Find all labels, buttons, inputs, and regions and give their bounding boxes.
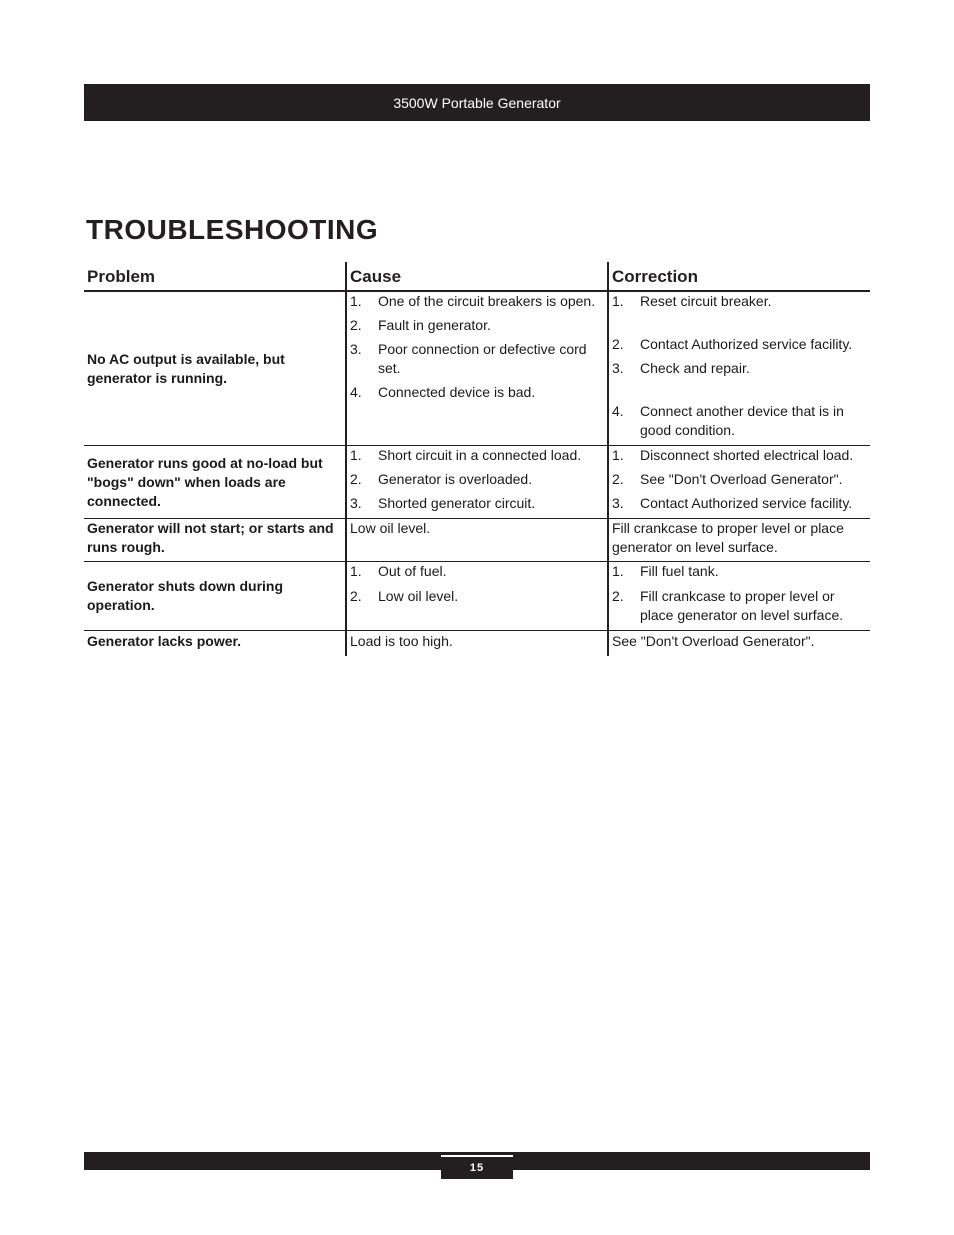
item-number: 2. [612,471,624,487]
item-text: Fill fuel tank. [640,563,719,579]
item-number: 2. [350,471,362,487]
item-text: Contact Authorized service facility. [640,336,853,352]
item-text: Poor connection or defective cord set. [378,341,587,376]
correction-cell [608,631,870,657]
item-number: 2. [612,588,624,604]
list-item [350,587,604,606]
list-item [350,562,604,581]
list-item [612,359,867,378]
list-item [612,402,867,440]
problem-cell: No AC output is available, but generator is running. [84,291,346,446]
table-row [84,446,870,519]
cause-cell [346,446,608,519]
item-text: Fill crankcase to proper level or place generator on level surface. [640,588,844,623]
item-text: Low oil level. [378,588,459,604]
list-item [612,446,867,465]
item-text: Out of fuel. [378,563,447,579]
list-item [612,562,867,581]
column-header-correction: Correction [608,262,870,291]
table-row [84,631,870,657]
item-text: Fault in generator. [378,317,491,333]
cause-text: Low oil level. [350,520,431,536]
item-number: 3. [612,495,624,511]
correction-cell [608,291,870,446]
item-text: Contact Authorized service facility. [640,495,853,511]
item-number: 4. [350,384,362,400]
item-number: 1. [612,563,624,579]
correction-cell [608,446,870,519]
cause-list [350,292,604,402]
correction-list [612,292,867,440]
cause-list [350,446,604,513]
correction-text: Fill crankcase to proper level or place generator on level surface. [612,520,844,555]
item-number: 2. [350,317,362,333]
list-item [350,446,604,465]
item-text: One of the circuit breakers is open. [378,293,596,309]
page-number: 15 [441,1155,513,1179]
header-bar [84,84,870,121]
column-header-cause: Cause [346,262,608,291]
item-number: 1. [612,447,624,463]
table-row [84,562,870,631]
correction-cell [608,519,870,562]
cause-cell [346,291,608,446]
item-number: 2. [612,336,624,352]
header-title: 3500W Portable Generator [393,94,561,111]
correction-list [612,562,867,625]
list-item [612,587,867,625]
column-header-problem: Problem [84,262,346,291]
problem-cell: Generator will not start; or starts and runs rough. [84,519,346,562]
item-text: Shorted generator circuit. [378,495,536,511]
cause-cell [346,519,608,562]
list-item [350,340,604,378]
list-item [612,494,867,513]
item-text: Connected device is bad. [378,384,536,400]
list-item [350,470,604,489]
item-text: See "Don't Overload Generator". [640,471,843,487]
item-number: 4. [612,403,624,419]
list-item [612,292,867,311]
item-number: 1. [350,293,362,309]
problem-cell: Generator runs good at no-load but "bogs" down" when loads are connected. [84,446,346,519]
item-text: Disconnect shorted electrical load. [640,447,854,463]
table-header-row [84,262,870,291]
problem-cell: Generator lacks power. [87,633,242,649]
item-number: 2. [350,588,362,604]
item-text: Reset circuit breaker. [640,293,772,309]
correction-list [612,446,867,513]
list-item [350,316,604,335]
correction-cell [608,562,870,631]
table-row [84,291,870,446]
item-number: 3. [350,495,362,511]
cause-list [350,562,604,606]
list-item [350,383,604,402]
page-title: TROUBLESHOOTING [86,214,379,245]
item-number: 3. [350,341,362,357]
item-text: Short circuit in a connected load. [378,447,582,463]
item-number: 1. [612,293,624,309]
troubleshooting-table [84,262,870,656]
cause-cell [346,562,608,631]
item-text: Connect another device that is in good condition. [640,403,844,438]
correction-text: See "Don't Overload Generator". [612,633,815,649]
table-row [84,519,870,562]
item-text: Generator is overloaded. [378,471,533,487]
list-item [350,494,604,513]
item-text: Check and repair. [640,360,750,376]
cause-cell [346,631,608,657]
item-number: 1. [350,447,362,463]
list-item [612,470,867,489]
list-item [612,335,867,354]
item-number: 3. [612,360,624,376]
problem-cell: Generator shuts down during operation. [84,562,346,631]
list-item [350,292,604,311]
cause-text: Load is too high. [350,633,453,649]
item-number: 1. [350,563,362,579]
